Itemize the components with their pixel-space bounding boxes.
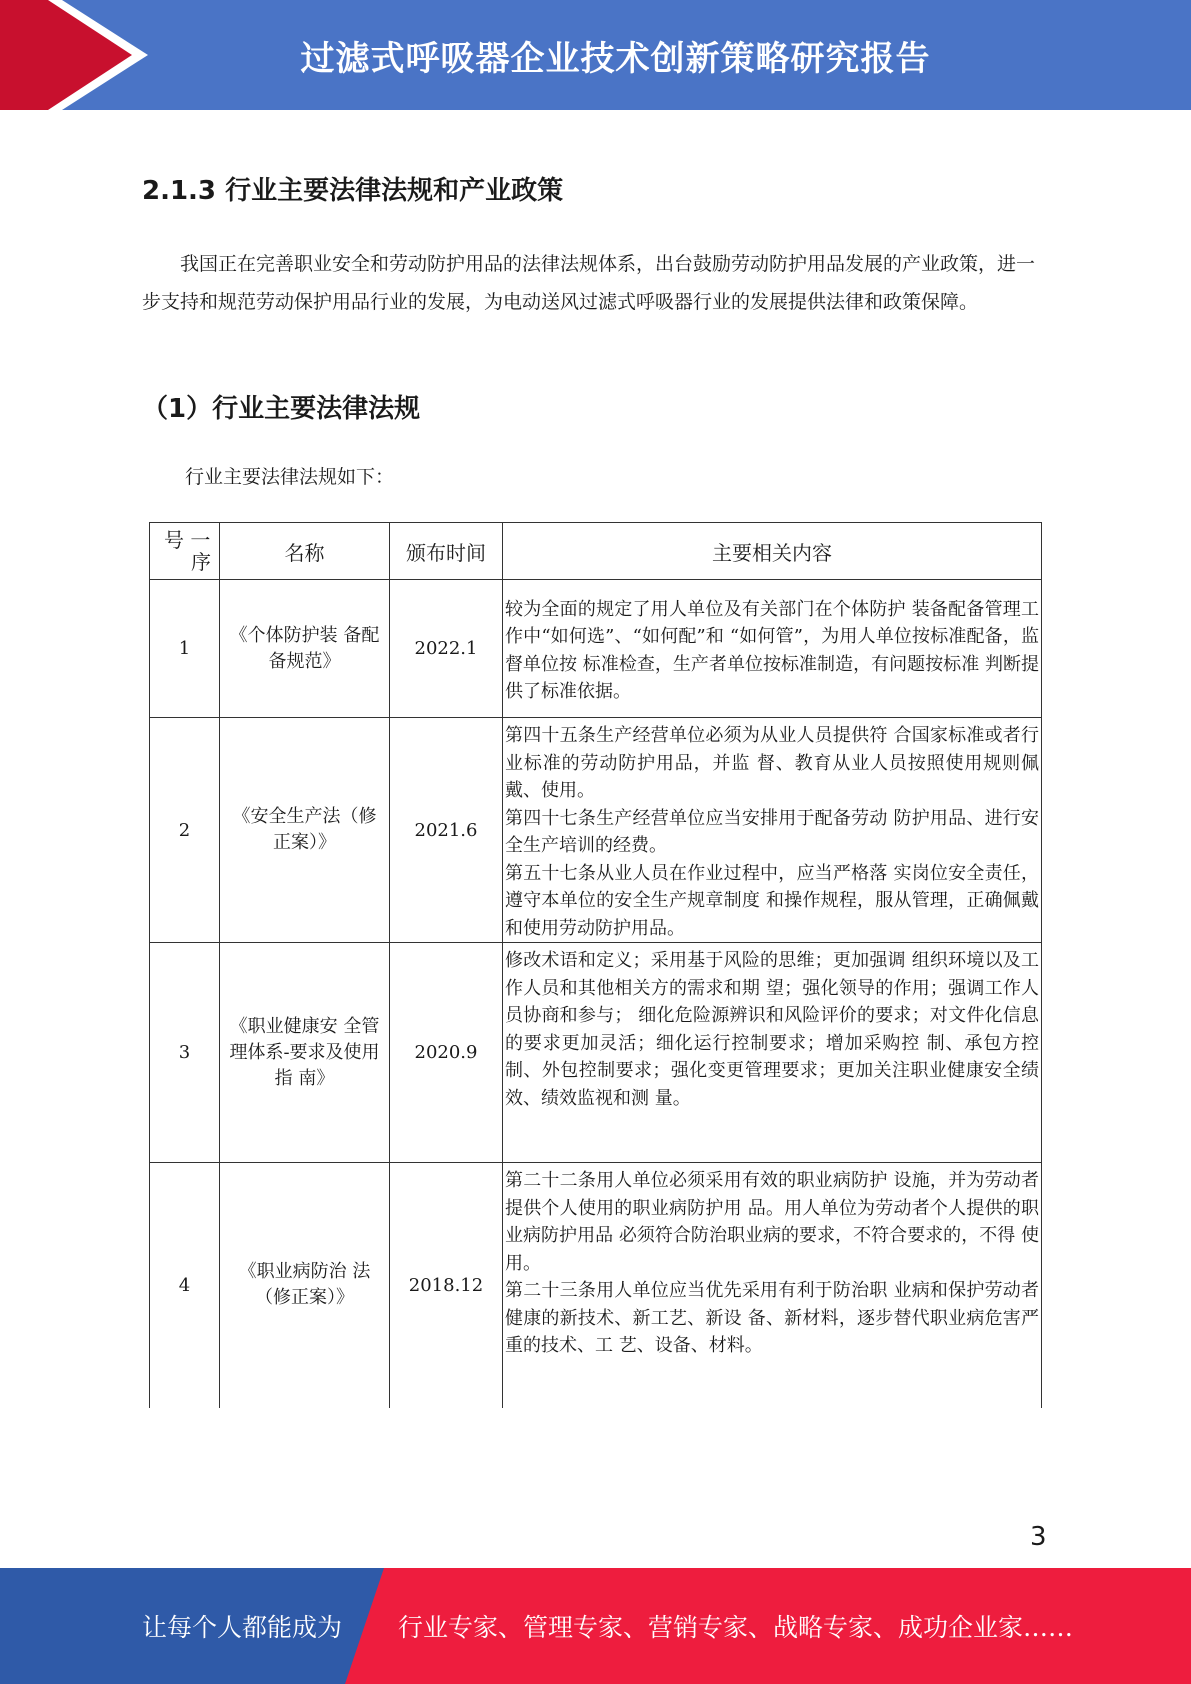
header-content: 主要相关内容	[503, 523, 1042, 580]
header-red-arrow-shape	[0, 0, 132, 110]
content-paragraph: 第二十二条用人单位必须采用有效的职业病防护 设施，并为劳动者提供个人使用的职业病防护用 品。用人单位为劳动者个人提供的职业病防护用品 必须符合防治职业病的要求，不符合要求的，不得 使用。	[505, 1170, 1039, 1274]
content-paragraph: 第五十七条从业人员在作业过程中，应当严格落 实岗位安全责任，遵守本单位的安全生产规章制度 和操作规程，服从管理，正确佩戴和使用劳动防护用品。	[505, 862, 1039, 939]
report-header-band	[0, 0, 1191, 110]
footer-slogan-right: 行业专家、管理专家、营销专家、战略专家、成功企业家……	[398, 1613, 1074, 1642]
law-date: 2018.12	[390, 1163, 503, 1408]
law-name: 《职业健康安 全管理体系-要求及使用指 南》	[220, 943, 390, 1163]
header-date: 颁布时间	[390, 523, 503, 580]
row-number: 3	[150, 943, 220, 1163]
header-seq-bottom: 序	[191, 550, 211, 574]
subsection-heading: （1）行业主要法律法规	[142, 394, 421, 424]
table-row	[150, 1163, 1042, 1408]
law-name: 《职业病防治 法（修正案）》	[220, 1163, 390, 1408]
law-date: 2021.6	[390, 718, 503, 943]
content-paragraph: 较为全面的规定了用人单位及有关部门在个体防护 装备配备管理工作中“如何选”、“如何配”和 “如何管”，为用人单位按标准配备，监督单位按 标准检查，生产者单位按标准制造，有问题按标准 判断提供了标准依据。	[505, 598, 1039, 702]
page-number: 3	[1030, 1522, 1047, 1552]
content-paragraph: 第二十三条用人单位应当优先采用有利于防治职 业病和保护劳动者健康的新技术、新工艺、新设 备、新材料，逐步替代职业病危害严重的技术、工 艺、设备、材料。	[505, 1280, 1039, 1356]
content-paragraph: 修改术语和定义；采用基于风险的思维；更加强调 组织环境以及工作人员和其他相关方的需求和期 望；强化领导的作用；强调工作人员协商和参与； 细化危险源辨识和风险评价的要求；对文件化信息 的要求更加灵活；细化运行控制要求；增加采购控 制、承包方控制、外包控制要求；强化变更管理要求；更加关注职业健康安全绩效、绩效监视和测 量。	[505, 950, 1039, 1109]
table-row	[150, 943, 1042, 1163]
law-date: 2022.1	[390, 580, 503, 718]
header-seq-top: 号 一	[164, 528, 211, 552]
laws-table	[149, 522, 1042, 1408]
section-heading: 2.1.3 行业主要法律法规和产业政策	[142, 176, 564, 206]
header-arrow-decoration	[0, 0, 150, 110]
row-number: 2	[150, 718, 220, 943]
law-content	[503, 943, 1042, 1163]
law-content	[503, 580, 1042, 718]
law-date: 2020.9	[390, 943, 503, 1163]
report-title: 过滤式呼吸器企业技术创新策略研究报告	[300, 38, 931, 79]
content-paragraph: 第四十七条生产经营单位应当安排用于配备劳动 防护用品、进行安全生产培训的经费。	[505, 807, 1039, 856]
content-paragraph: 第四十五条生产经营单位必须为从业人员提供符 合国家标准或者行业标准的劳动防护用品，并监 督、教育从业人员按照使用规则佩戴、使用。	[505, 725, 1039, 801]
law-name: 《个体防护装 备配备规范》	[220, 580, 390, 718]
footer-slogan-left: 让每个人都能成为	[142, 1613, 343, 1642]
law-content	[503, 718, 1042, 943]
header-seq	[150, 523, 220, 580]
table-row	[150, 718, 1042, 943]
row-number: 4	[150, 1163, 220, 1408]
table-header-row	[150, 523, 1042, 580]
law-content	[503, 1163, 1042, 1408]
header-name: 名称	[220, 523, 390, 580]
law-name: 《安全生产法（修正案）》	[220, 718, 390, 943]
table-row	[150, 580, 1042, 718]
table-intro-text: 行业主要法律法规如下：	[185, 466, 395, 488]
footer-band	[0, 1568, 1191, 1684]
row-number: 1	[150, 580, 220, 718]
section-paragraph: 我国正在完善职业安全和劳动防护用品的法律法规体系，出台鼓励劳动防护用品发展的产业政策，进一步支持和规范劳动保护用品行业的发展，为电动送风过滤式呼吸器行业的发展提供法律和政策保障。	[142, 253, 1036, 313]
